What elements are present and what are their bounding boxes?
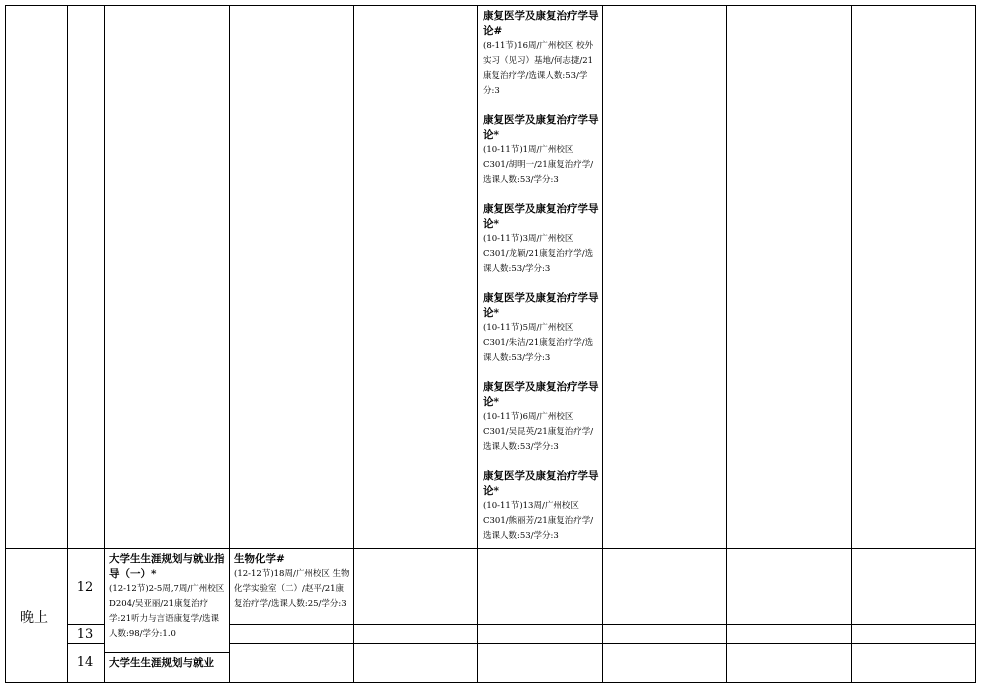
course-title: 康复医学及康复治疗学导论* bbox=[483, 381, 599, 408]
course-detail: (10-11节)6周/广州校区 C301/吴昆英/21康复治疗学/选课人数:53/学分:3 bbox=[483, 412, 594, 452]
course-title: 大学生生涯规划与就业指导（一）* bbox=[109, 553, 225, 580]
course-entry bbox=[483, 291, 599, 366]
course-title: 生物化学# bbox=[234, 553, 285, 565]
course-title: 康复医学及康复治疗学导论* bbox=[483, 292, 599, 319]
course-entry bbox=[109, 552, 226, 642]
table-top-border bbox=[5, 5, 976, 6]
course-detail: (10-11节)13周/广州校区 C301/熊丽芳/21康复治疗学/选课人数:53/学分:3 bbox=[483, 501, 594, 541]
course-detail: (10-11节)5周/广州校区 C301/朱洁/21康复治疗学/选课人数:53/学分:3 bbox=[483, 323, 594, 363]
row-divider-evening bbox=[5, 548, 976, 549]
course-detail: (10-11节)3周/广州校区 C301/龙颖/21康复治疗学/选课人数:53/学分:3 bbox=[483, 234, 594, 274]
row-divider-14-period bbox=[67, 643, 104, 644]
course-title: 康复医学及康复治疗学导论# bbox=[483, 10, 599, 37]
course-title: 康复医学及康复治疗学导论* bbox=[483, 470, 599, 497]
row-divider-13-cells bbox=[353, 624, 976, 625]
period-number: 13 bbox=[76, 627, 94, 642]
course-title: 大学生生涯规划与就业 bbox=[109, 657, 214, 669]
course-detail: (12-12节)2-5周,7周/广州校区 D204/吴亚丽/21康复治疗学:21听力与言语康复学/选课人数:98/学分:1.0 bbox=[109, 584, 225, 639]
table-bottom-border bbox=[5, 682, 976, 683]
course-entry bbox=[483, 9, 599, 99]
col-border-9 bbox=[975, 5, 976, 683]
course-entry bbox=[483, 113, 599, 188]
course-title: 康复医学及康复治疗学导论* bbox=[483, 114, 599, 141]
course-entry bbox=[234, 552, 351, 612]
col-border-2 bbox=[104, 5, 105, 683]
col-border-4 bbox=[353, 5, 354, 683]
col-border-5 bbox=[477, 5, 478, 683]
course-detail: (12-12节)18周/广州校区 生物化学实验室（二）/赵平/21康复治疗学/选课人数:25/学分:3 bbox=[234, 569, 350, 609]
col-border-3 bbox=[229, 5, 230, 683]
course-entry bbox=[483, 469, 599, 544]
col-border-0 bbox=[5, 5, 6, 683]
row-divider-13-period bbox=[67, 624, 104, 625]
course-entry bbox=[483, 380, 599, 455]
col-border-7 bbox=[726, 5, 727, 683]
session-label: 晚上 bbox=[20, 610, 48, 626]
course-detail: (10-11节)1周/广州校区 C301/胡明一/21康复治疗学/选课人数:53/学分:3 bbox=[483, 145, 594, 185]
col-border-8 bbox=[851, 5, 852, 683]
course-detail: (8-11节)16周/广州校区 校外实习（见习）基地/何志捷/21康复治疗学/选课人数:53/学分:3 bbox=[483, 41, 594, 96]
course-entry bbox=[483, 202, 599, 277]
monday-evening-cell bbox=[109, 552, 226, 651]
tuesday-evening-cell bbox=[234, 552, 351, 623]
col-border-6 bbox=[602, 5, 603, 683]
period-number: 12 bbox=[76, 580, 94, 595]
period-number: 14 bbox=[76, 655, 94, 670]
monday-row14-cell bbox=[109, 656, 226, 681]
thursday-cell-upper bbox=[483, 9, 599, 547]
course-title: 康复医学及康复治疗学导论* bbox=[483, 203, 599, 230]
row-divider-14-mon bbox=[104, 652, 229, 653]
row-divider-13-tue bbox=[229, 624, 353, 625]
